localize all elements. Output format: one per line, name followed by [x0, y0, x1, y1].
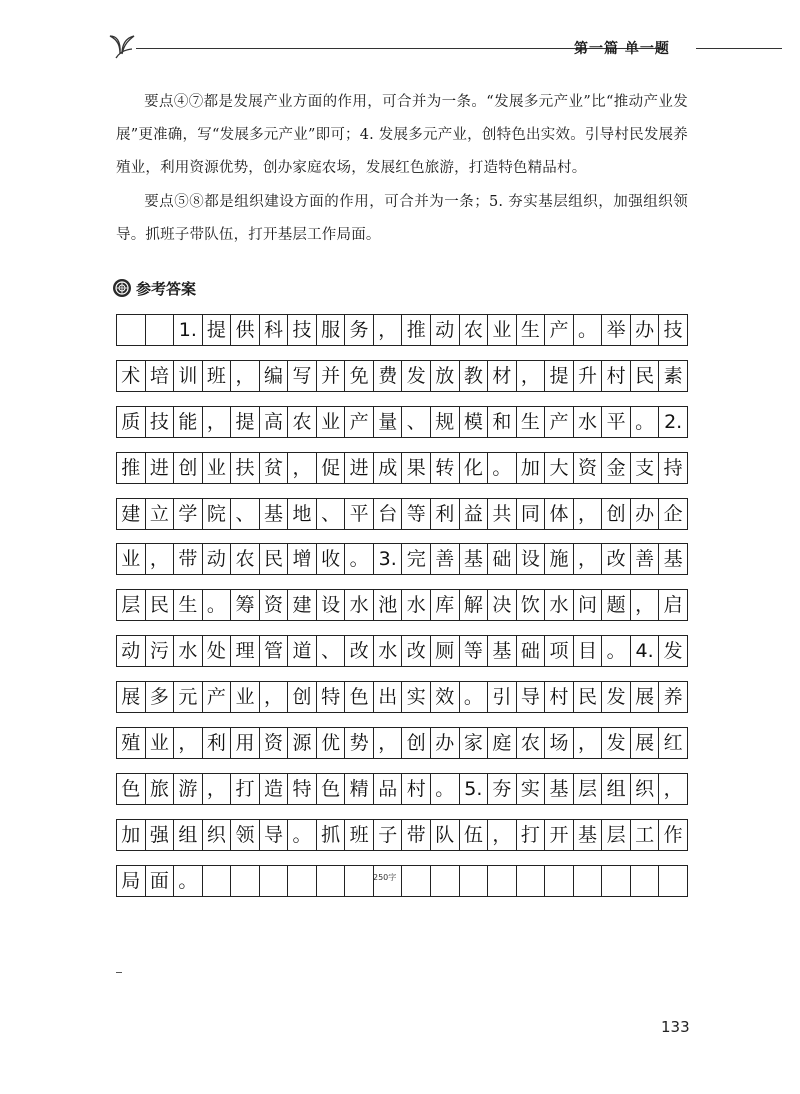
grid-cell: 子 — [374, 820, 403, 850]
grid-cell: 农 — [460, 315, 489, 345]
grid-cell: 资 — [260, 590, 289, 620]
grid-cell: 发 — [602, 728, 631, 758]
grid-cell: 基 — [663, 547, 683, 570]
grid-cell: 训 — [174, 361, 203, 391]
grid-cell: 模 — [460, 407, 489, 437]
grid-cell: ， — [374, 315, 403, 345]
grid-cell: 特 — [317, 682, 346, 712]
grid-cell: 善 — [431, 544, 460, 574]
grid-cell: ， — [203, 407, 232, 437]
grid-cell: 发 — [402, 361, 431, 391]
grid-cell: 推 — [402, 315, 431, 345]
grid-cell: ， — [574, 544, 603, 574]
grid-cell: 源 — [288, 728, 317, 758]
grid-cell: 和 — [488, 407, 517, 437]
grid-cell: 支 — [631, 453, 660, 483]
grid-cell: 殖 — [117, 728, 146, 758]
grid-row — [116, 589, 688, 621]
grid-cell: 。 — [460, 682, 489, 712]
grid-cell: 动 — [431, 315, 460, 345]
grid-cell: 带 — [174, 544, 203, 574]
grid-cell: 生 — [517, 315, 546, 345]
grid-cell: 业 — [231, 682, 260, 712]
grid-cell: 创 — [288, 682, 317, 712]
grid-cell: 收 — [317, 544, 346, 574]
grid-cell: 打 — [517, 820, 546, 850]
grid-cell — [574, 866, 603, 896]
grid-cell: 优 — [317, 728, 346, 758]
grid-cell: 伍 — [460, 820, 489, 850]
grid-cell: 免 — [345, 361, 374, 391]
grid-cell: 精 — [345, 774, 374, 804]
grid-cell: 学 — [174, 499, 203, 529]
grid-cell: 目 — [574, 636, 603, 666]
page-number: 133 — [661, 1018, 690, 1036]
grid-cell: 材 — [488, 361, 517, 391]
grid-cell: 教 — [460, 361, 489, 391]
grid-cell: 大 — [545, 453, 574, 483]
grid-cell — [602, 866, 631, 896]
grid-row — [116, 819, 688, 851]
grid-cell: 生 — [174, 590, 203, 620]
grid-cell: ， — [288, 453, 317, 483]
grid-cell: 促 — [317, 453, 346, 483]
grid-cell: ， — [631, 590, 660, 620]
grid-cell: 水 — [402, 590, 431, 620]
grid-cell — [659, 866, 687, 896]
grid-cell: 筹 — [231, 590, 260, 620]
grid-cell: 办 — [631, 499, 660, 529]
grid-cell: 抓 — [317, 820, 346, 850]
grid-cell: 水 — [174, 636, 203, 666]
grid-cell: 利 — [203, 728, 232, 758]
grid-cell: 用 — [231, 728, 260, 758]
grid-cell: 庭 — [488, 728, 517, 758]
grid-cell: 实 — [402, 682, 431, 712]
grid-cell: 质 — [117, 407, 146, 437]
grid-cell: 水 — [345, 590, 374, 620]
grid-cell: 产 — [545, 407, 574, 437]
grid-cell: 家 — [460, 728, 489, 758]
grid-cell: 处 — [203, 636, 232, 666]
grid-cell: 服 — [317, 315, 346, 345]
grid-cell: 特 — [288, 774, 317, 804]
grid-cell: 增 — [288, 544, 317, 574]
grid-cell: 并 — [317, 361, 346, 391]
grid-cell: 同 — [517, 499, 546, 529]
grid-cell: 台 — [374, 499, 403, 529]
grid-cell: 办 — [631, 315, 660, 345]
grid-cell: 产 — [345, 407, 374, 437]
grid-row — [116, 773, 688, 805]
grid-row — [116, 406, 688, 438]
grid-cell — [517, 866, 546, 896]
grid-cell: ， — [574, 499, 603, 529]
grid-row — [116, 452, 688, 484]
grid-cell: 。 — [288, 820, 317, 850]
grid-cell — [488, 866, 517, 896]
grid-cell: 等 — [402, 499, 431, 529]
grid-cell: 、 — [317, 636, 346, 666]
grid-cell: 平 — [345, 499, 374, 529]
grid-cell: ， — [260, 682, 289, 712]
word-count: 250字 — [373, 873, 397, 882]
grid-cell: 面 — [146, 866, 175, 896]
grid-row — [116, 635, 688, 667]
grid-cell: 础 — [517, 636, 546, 666]
margin-tick — [116, 972, 122, 973]
grid-cell: 多 — [146, 682, 175, 712]
grid-cell: 放 — [431, 361, 460, 391]
grid-cell: 资 — [574, 453, 603, 483]
grid-cell: 进 — [345, 453, 374, 483]
grid-cell: 扶 — [231, 453, 260, 483]
grid-cell: 强 — [146, 820, 175, 850]
grid-cell: 地 — [288, 499, 317, 529]
grid-cell: 层 — [117, 590, 146, 620]
grid-cell: 出 — [374, 682, 403, 712]
grid-cell: 基 — [545, 774, 574, 804]
grid-cell: 体 — [545, 499, 574, 529]
grid-cell: 业 — [203, 453, 232, 483]
grid-cell: 1. — [174, 315, 203, 345]
grid-cell: 培 — [146, 361, 175, 391]
grid-cell: 导 — [517, 682, 546, 712]
grid-cell: 打 — [231, 774, 260, 804]
sprout-icon — [104, 30, 138, 60]
grid-cell: 基 — [488, 636, 517, 666]
grid-cell: 。 — [602, 636, 631, 666]
grid-cell: 持 — [663, 456, 683, 479]
grid-cell — [288, 866, 317, 896]
grid-cell: 提 — [203, 315, 232, 345]
grid-cell: 举 — [602, 315, 631, 345]
grid-cell: 组 — [174, 820, 203, 850]
grid-cell: 等 — [460, 636, 489, 666]
grid-cell — [117, 315, 146, 345]
grid-cell: ， — [517, 361, 546, 391]
grid-cell: 院 — [203, 499, 232, 529]
grid-cell: 效 — [431, 682, 460, 712]
grid-cell: 夯 — [488, 774, 517, 804]
grid-cell: 共 — [488, 499, 517, 529]
grid-cell: 改 — [402, 636, 431, 666]
grid-cell: 创 — [602, 499, 631, 529]
grid-cell: 完 — [402, 544, 431, 574]
grid-cell: 基 — [460, 544, 489, 574]
grid-cell: 民 — [146, 590, 175, 620]
grid-cell: 创 — [174, 453, 203, 483]
grid-cell: 5. — [460, 774, 489, 804]
grid-cell: 生 — [517, 407, 546, 437]
grid-cell: 、 — [402, 407, 431, 437]
grid-cell: 提 — [231, 407, 260, 437]
grid-cell: 业 — [146, 728, 175, 758]
grid-cell — [317, 866, 346, 896]
grid-cell: 组 — [602, 774, 631, 804]
grid-cell: 。 — [431, 774, 460, 804]
grid-cell: ， — [374, 728, 403, 758]
grid-cell: ， — [488, 820, 517, 850]
grid-cell: 创 — [402, 728, 431, 758]
grid-cell: 础 — [488, 544, 517, 574]
grid-cell: 池 — [374, 590, 403, 620]
grid-cell: 业 — [317, 407, 346, 437]
grid-cell — [345, 866, 374, 896]
grid-cell: 问 — [574, 590, 603, 620]
grid-cell: 决 — [488, 590, 517, 620]
grid-cell: 农 — [231, 544, 260, 574]
grid-cell: 题 — [602, 590, 631, 620]
grid-cell: 加 — [117, 820, 146, 850]
grid-cell: 旅 — [146, 774, 175, 804]
grid-row — [116, 498, 688, 530]
grid-cell: 理 — [231, 636, 260, 666]
grid-cell: 业 — [117, 544, 146, 574]
grid-cell: 务 — [345, 315, 374, 345]
grid-cell — [203, 866, 232, 896]
grid-cell: 费 — [374, 361, 403, 391]
grid-cell: 改 — [602, 544, 631, 574]
grid-cell: 开 — [545, 820, 574, 850]
grid-cell: 解 — [460, 590, 489, 620]
grid-cell: 势 — [345, 728, 374, 758]
grid-cell: 。 — [345, 544, 374, 574]
grid-cell: 贫 — [260, 453, 289, 483]
grid-cell: 色 — [117, 774, 146, 804]
grid-cell — [146, 315, 175, 345]
grid-cell: 产 — [203, 682, 232, 712]
grid-cell: 村 — [545, 682, 574, 712]
grid-cell: 技 — [146, 407, 175, 437]
grid-cell: 村 — [402, 774, 431, 804]
grid-row — [116, 543, 688, 575]
grid-cell — [431, 866, 460, 896]
grid-cell — [460, 866, 489, 896]
grid-cell: 。 — [203, 590, 232, 620]
grid-cell: 班 — [345, 820, 374, 850]
page-header — [104, 30, 784, 62]
grid-cell: 展 — [631, 728, 660, 758]
grid-row — [116, 681, 688, 713]
grid-cell: 成 — [374, 453, 403, 483]
grid-cell: 饮 — [517, 590, 546, 620]
grid-cell: 企 — [663, 502, 683, 525]
grid-cell — [631, 866, 660, 896]
grid-cell: 引 — [488, 682, 517, 712]
grid-cell: 队 — [431, 820, 460, 850]
grid-cell: 局 — [117, 866, 146, 896]
grid-cell: 农 — [517, 728, 546, 758]
grid-cell: ， — [574, 728, 603, 758]
grid-row — [116, 360, 688, 392]
grid-cell: 设 — [317, 590, 346, 620]
grid-cell: 能 — [174, 407, 203, 437]
grid-cell: 升 — [574, 361, 603, 391]
grid-cell: 改 — [345, 636, 374, 666]
grid-cell: 、 — [317, 499, 346, 529]
grid-cell: 化 — [460, 453, 489, 483]
grid-cell: 基 — [574, 820, 603, 850]
grid-cell: 班 — [203, 361, 232, 391]
grid-cell: 写 — [288, 361, 317, 391]
grid-cell — [260, 866, 289, 896]
grid-cell: 金 — [602, 453, 631, 483]
grid-cell: 品 — [374, 774, 403, 804]
grid-row — [116, 314, 688, 346]
grid-cell: 。 — [174, 866, 203, 896]
rosette-icon — [112, 278, 132, 298]
grid-cell: 民 — [631, 361, 660, 391]
grid-cell: 库 — [431, 590, 460, 620]
grid-cell: 实 — [517, 774, 546, 804]
grid-cell: 水 — [374, 636, 403, 666]
grid-cell: 科 — [260, 315, 289, 345]
grid-cell: 造 — [260, 774, 289, 804]
grid-cell: 转 — [431, 453, 460, 483]
grid-cell: 资 — [260, 728, 289, 758]
answer-heading — [112, 276, 196, 300]
section-title: 第一篇 单一题 — [574, 41, 670, 57]
grid-cell: ， — [231, 361, 260, 391]
grid-cell: 启 — [663, 593, 683, 616]
grid-cell: 高 — [260, 407, 289, 437]
grid-cell: 水 — [574, 407, 603, 437]
grid-cell: 设 — [517, 544, 546, 574]
answer-heading-label: 参考答案 — [136, 279, 197, 298]
grid-cell: 立 — [146, 499, 175, 529]
grid-cell: 加 — [517, 453, 546, 483]
grid-cell: 办 — [431, 728, 460, 758]
grid-cell: 领 — [231, 820, 260, 850]
grid-cell — [402, 866, 431, 896]
grid-cell: 动 — [203, 544, 232, 574]
grid-cell: 导 — [260, 820, 289, 850]
grid-cell: 量 — [374, 407, 403, 437]
grid-cell: 产 — [545, 315, 574, 345]
grid-cell: 色 — [345, 682, 374, 712]
grid-cell: 。 — [574, 315, 603, 345]
grid-cell: 动 — [117, 636, 146, 666]
grid-cell: 元 — [174, 682, 203, 712]
grid-cell: 色 — [317, 774, 346, 804]
grid-cell: 编 — [260, 361, 289, 391]
grid-cell: 游 — [174, 774, 203, 804]
grid-cell — [545, 866, 574, 896]
grid-cell: 厕 — [431, 636, 460, 666]
grid-cell: 供 — [231, 315, 260, 345]
grid-cell: 道 — [288, 636, 317, 666]
grid-cell: 技 — [663, 318, 683, 341]
grid-cell: 进 — [146, 453, 175, 483]
grid-cell: 织 — [203, 820, 232, 850]
grid-cell: 利 — [431, 499, 460, 529]
grid-row — [116, 727, 688, 759]
grid-cell: 发 — [663, 639, 683, 662]
grid-cell: 管 — [260, 636, 289, 666]
grid-cell: 层 — [574, 774, 603, 804]
grid-cell: 术 — [117, 361, 146, 391]
grid-row — [116, 865, 688, 897]
grid-cell: 作 — [663, 823, 683, 846]
grid-cell: 层 — [602, 820, 631, 850]
grid-cell: 业 — [488, 315, 517, 345]
grid-cell: 工 — [631, 820, 660, 850]
grid-cell: 民 — [260, 544, 289, 574]
grid-cell: 。 — [488, 453, 517, 483]
grid-cell: 素 — [663, 364, 683, 387]
explanation-paragraph-1 — [116, 86, 688, 185]
grid-cell: 红 — [663, 731, 683, 754]
grid-cell: 农 — [288, 407, 317, 437]
paragraph-text: 要点④⑦都是发展产业方面的作用，可合并为一条。“发展多元产业”比“推动产业发展”更准确，写“发展多元产业”即可；4. 发展多元产业，创特色出实效。引导村民发展养殖业，利用资源优势，创办家庭农场，发展红色旅游，打造特色精品村。 — [116, 94, 688, 176]
grid-cell: 技 — [288, 315, 317, 345]
grid-cell: 展 — [117, 682, 146, 712]
grid-cell: 推 — [117, 453, 146, 483]
grid-cell: 提 — [545, 361, 574, 391]
grid-cell: 建 — [117, 499, 146, 529]
grid-cell: ， — [203, 774, 232, 804]
grid-cell: ， — [174, 728, 203, 758]
grid-cell: 。 — [631, 407, 660, 437]
grid-cell: 施 — [545, 544, 574, 574]
grid-cell — [231, 866, 260, 896]
grid-cell: 4. — [631, 636, 660, 666]
grid-cell: 民 — [574, 682, 603, 712]
grid-cell: ， — [146, 544, 175, 574]
explanation-paragraph-2 — [116, 186, 688, 252]
grid-cell: 3. — [374, 544, 403, 574]
paragraph-text: 要点⑤⑧都是组织建设方面的作用，可合并为一条；5. 夯实基层组织，加强组织领导。抓班子带队伍，打开基层工作局面。 — [116, 194, 688, 243]
grid-cell: 养 — [663, 685, 683, 708]
grid-cell: 果 — [402, 453, 431, 483]
grid-cell: 织 — [631, 774, 660, 804]
grid-cell: 场 — [545, 728, 574, 758]
grid-cell: 规 — [431, 407, 460, 437]
grid-cell: 、 — [231, 499, 260, 529]
grid-cell: 基 — [260, 499, 289, 529]
grid-cell: 带 — [402, 820, 431, 850]
header-rule-right — [696, 48, 782, 49]
grid-cell: 建 — [288, 590, 317, 620]
grid-cell: 发 — [602, 682, 631, 712]
grid-cell: 益 — [460, 499, 489, 529]
grid-cell: 展 — [631, 682, 660, 712]
grid-cell: 2. — [664, 410, 683, 433]
grid-cell: ， — [663, 777, 683, 800]
grid-cell: 平 — [602, 407, 631, 437]
grid-cell: 项 — [545, 636, 574, 666]
grid-cell: 水 — [545, 590, 574, 620]
grid-cell: 村 — [602, 361, 631, 391]
grid-cell: 善 — [631, 544, 660, 574]
grid-cell: 污 — [146, 636, 175, 666]
